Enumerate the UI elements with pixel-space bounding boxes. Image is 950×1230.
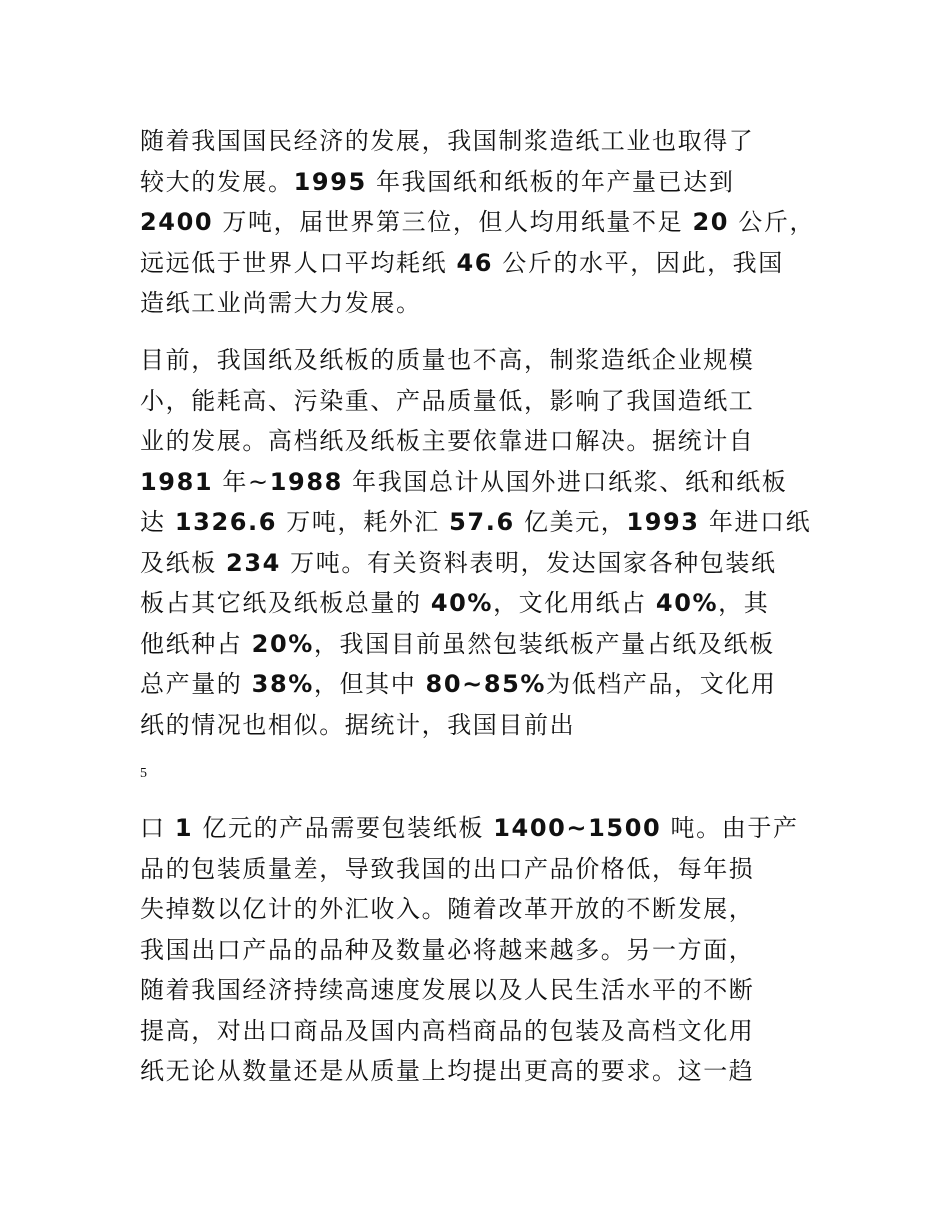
text-line: 业的发展。高档纸及纸板主要依靠进口解决。据统计自 [140, 427, 755, 455]
text-line: 纸的情况也相似。据统计，我国目前出 [140, 710, 576, 739]
text-line: 纸无论从数量还是从质量上均提出更高的要求。这一趋 [140, 1057, 755, 1085]
text-line: 造纸工业尚需大力发展。 [140, 289, 422, 317]
paragraph [140, 340, 811, 745]
text-line: 2400 万吨，届世界第三位，但人均用纸量不足 20 公斤， [140, 208, 816, 236]
text-line: 总产量的 38%，但其中 80~85%为低档产品，文化用 [140, 670, 777, 698]
text-line: 失掉数以亿计的外汇收入。随着改革开放的不断发展， [140, 895, 755, 923]
text-line: 小，能耗高、污染重、产品质量低，影响了我国造纸工 [140, 386, 755, 415]
text-line: 提高，对出口商品及国内高档商品的包装及高档文化用 [140, 1016, 755, 1045]
paragraph [140, 121, 815, 324]
text-line: 目前，我国纸及纸板的质量也不高，制浆造纸企业规模 [140, 346, 755, 374]
paragraph [140, 808, 799, 1092]
text-line: 达 1326.6 万吨，耗外汇 57.6 亿美元，1993 年进口纸 [140, 508, 812, 536]
page-number: 5 [140, 766, 147, 781]
text-line: 随着我国国民经济的发展，我国制浆造纸工业也取得了 [140, 127, 755, 155]
text-line: 随着我国经济持续高速度发展以及人民生活水平的不断 [140, 976, 755, 1004]
text-line: 板占其它纸及纸板总量的 40%，文化用纸占 40%，其 [140, 589, 770, 617]
text-line: 较大的发展。1995 年我国纸和纸板的年产量已达到 [140, 167, 735, 196]
text-line: 品的包装质量差，导致我国的出口产品价格低，每年损 [140, 854, 755, 883]
text-line: 1981 年~1988 年我国总计从国外进口纸浆、纸和纸板 [140, 467, 788, 496]
text-line: 我国出口产品的品种及数量必将越来越多。另一方面， [140, 935, 755, 964]
text-line: 他纸种占 20%，我国目前虽然包装纸板产量占纸及纸板 [140, 629, 775, 658]
text-line: 远远低于世界人口平均耗纸 46 公斤的水平，因此，我国 [140, 248, 784, 277]
text-line: 口 1 亿元的产品需要包装纸板 1400~1500 吨。由于产 [140, 814, 799, 842]
text-line: 及纸板 234 万吨。有关资料表明，发达国家各种包装纸 [140, 548, 777, 577]
